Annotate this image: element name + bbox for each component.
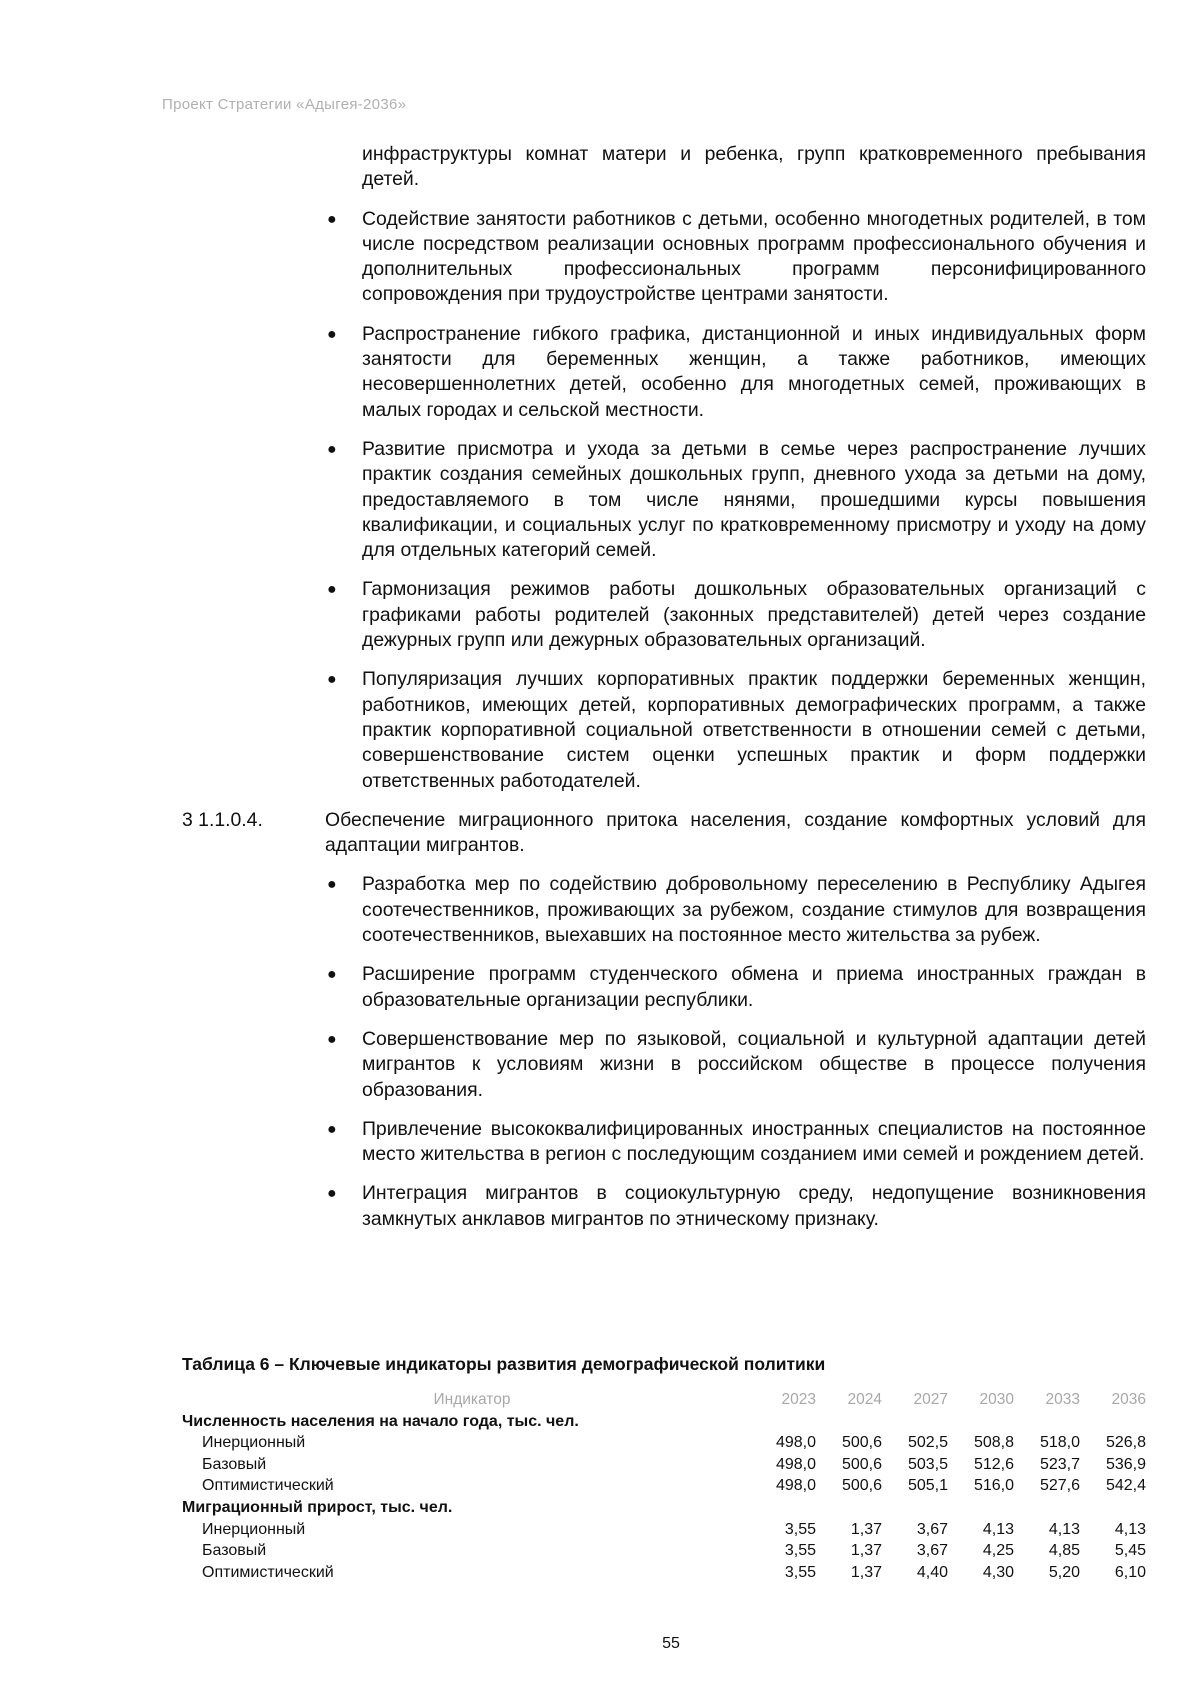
list-item: ● Популяризация лучших корпоративных практик поддержки беременных женщин, работников, имеющих детей, корпоративных демографических программ, а также практик корпоративной социальной ответственности в отношении семей с детьми, совершенствование систем оценки успешных практик и форм поддержки ответственных работодателей. xyxy=(327,668,1146,792)
table-row xyxy=(182,1519,1146,1541)
row-label: Базовый xyxy=(202,1455,267,1473)
table-cell: 4,85 xyxy=(1048,1542,1080,1560)
column-header: 2024 xyxy=(847,1391,882,1408)
row-label: Оптимистический xyxy=(202,1477,334,1495)
table-row xyxy=(182,1432,1146,1454)
table-cell: 1,37 xyxy=(850,1520,882,1538)
table-cell: 526,8 xyxy=(1105,1434,1146,1452)
bullet-icon: ● xyxy=(327,581,337,599)
table-title: Таблица 6 – Ключевые индикаторы развития демографической политики xyxy=(182,1354,826,1374)
table-cell: 1,37 xyxy=(850,1542,882,1560)
table-row xyxy=(182,1475,1146,1497)
table-cell: 500,6 xyxy=(841,1477,882,1495)
table-cell: 5,45 xyxy=(1114,1542,1146,1560)
row-label: Базовый xyxy=(202,1542,267,1560)
table-cell: 536,9 xyxy=(1105,1455,1146,1473)
column-header: Индикатор xyxy=(433,1391,511,1408)
row-label: Оптимистический xyxy=(202,1563,334,1581)
bullet-icon: ● xyxy=(327,325,337,343)
list-item: ● Содействие занятости работников с детьми, особенно многодетных родителей, в том числе посредством реализации основных программ профессионального обучения и дополнительных профессиональных программ персонифицированного сопровождения при трудоустройстве центрами занятости. xyxy=(327,207,1146,306)
bullet-icon: ● xyxy=(327,966,337,984)
list-item: ● Разработка мер по содействию добровольному переселению в Республику Адыгея соотечественников, проживающих за рубежом, создание стимулов для возвращения соотечественников, выехавших на постоянное место жительства за рубеж. xyxy=(327,873,1146,947)
table-cell: 498,0 xyxy=(775,1455,816,1473)
bullet-icon: ● xyxy=(327,440,337,458)
bullet-icon: ● xyxy=(327,1030,337,1048)
document-body xyxy=(182,142,1146,1246)
table-cell: 503,5 xyxy=(907,1455,948,1473)
running-header: Проект Стратегии «Адыгея-2036» xyxy=(162,96,407,113)
row-label: Инерционный xyxy=(202,1434,306,1452)
table-cell: 523,7 xyxy=(1039,1455,1080,1473)
table-row xyxy=(182,1454,1146,1476)
table-row xyxy=(182,1562,1146,1584)
column-header: 2036 xyxy=(1111,1391,1146,1408)
table-cell: 498,0 xyxy=(775,1477,816,1495)
section-text: Обеспечение миграционного притока населения, создание комфортных условий для адаптации мигрантов. xyxy=(325,808,1146,857)
table-cell: 518,0 xyxy=(1039,1434,1080,1452)
table-cell: 3,55 xyxy=(784,1563,816,1581)
table-cell: 4,25 xyxy=(982,1542,1014,1560)
column-header: 2030 xyxy=(979,1391,1014,1408)
table-cell: 508,8 xyxy=(973,1434,1014,1452)
bullet-list-support xyxy=(182,207,1146,794)
bullet-icon: ● xyxy=(327,210,337,228)
table-cell: 498,0 xyxy=(775,1434,816,1452)
table-cell: 5,20 xyxy=(1048,1563,1080,1581)
table-cell: 516,0 xyxy=(973,1477,1014,1495)
table-row xyxy=(182,1540,1146,1562)
section-heading xyxy=(182,808,1146,859)
list-item: ● Развитие присмотра и ухода за детьми в семье через распространение лучших практик создания семейных дошкольных групп, дневного ухода за детьми на дому, предоставляемого в том числе нянями, прошедшими курсы повышения квалификации, и социальных услуг по кратковременному присмотру и уходу на дому для отдельных категорий семей. xyxy=(327,437,1146,562)
section-number: 3 1.1.0.4. xyxy=(182,808,263,831)
table-cell: 3,55 xyxy=(784,1520,816,1538)
table-cell: 4,13 xyxy=(982,1520,1014,1538)
table-cell: 1,37 xyxy=(850,1563,882,1581)
bullet-icon: ● xyxy=(327,876,337,894)
table-header-row xyxy=(182,1389,1146,1411)
list-item: ● Привлечение высококвалифицированных иностранных специалистов на постоянное место жительства в регион с последующим созданием ими семей и рождением детей. xyxy=(327,1117,1146,1166)
table-cell: 500,6 xyxy=(841,1455,882,1473)
list-item: ● Гармонизация режимов работы дошкольных образовательных организаций с графиками работы родителей (законных представителей) детей через создание дежурных групп или дежурных образовательных организаций. xyxy=(327,578,1146,652)
group-label: Численность населения на начало года, тыс. чел. xyxy=(182,1412,579,1430)
list-item: ● Интеграция мигрантов в социокультурную среду, недопущение возникновения замкнутых анклавов мигрантов по этническому признаку. xyxy=(327,1182,1146,1230)
indicators-table-block xyxy=(182,1354,1146,1583)
table-cell: 3,67 xyxy=(916,1520,948,1538)
list-item: ● Совершенствование мер по языковой, социальной и культурной адаптации детей мигрантов к условиям жизни в российском обществе в процессе получения образования. xyxy=(327,1027,1146,1101)
list-item: ● Расширение программ студенческого обмена и приема иностранных граждан в образовательные организации республики. xyxy=(327,963,1146,1011)
row-label: Инерционный xyxy=(202,1520,306,1538)
table-cell: 6,10 xyxy=(1114,1563,1146,1581)
table-cell: 4,13 xyxy=(1114,1520,1146,1538)
table-cell: 527,6 xyxy=(1039,1477,1080,1495)
table-cell: 505,1 xyxy=(907,1477,948,1495)
bullet-icon: ● xyxy=(327,671,337,689)
table-cell: 502,5 xyxy=(907,1434,948,1452)
table-cell: 4,40 xyxy=(916,1563,948,1581)
bullet-icon: ● xyxy=(327,1120,337,1138)
table-cell: 3,67 xyxy=(916,1542,948,1560)
list-item: ● Распространение гибкого графика, дистанционной и иных индивидуальных форм занятости для беременных женщин, а также работников, имеющих несовершеннолетних детей, особенно для многодетных семей, проживающих в малых городах и сельской местности. xyxy=(327,322,1146,421)
column-header: 2033 xyxy=(1045,1391,1080,1408)
table-group-row xyxy=(182,1411,1146,1433)
table-cell: 500,6 xyxy=(841,1434,882,1452)
table-cell: 512,6 xyxy=(973,1455,1014,1473)
column-header: 2023 xyxy=(781,1391,816,1408)
table-cell: 542,4 xyxy=(1105,1477,1146,1495)
bullet-icon: ● xyxy=(327,1185,337,1203)
table-cell: 4,30 xyxy=(982,1563,1014,1581)
group-label: Миграционный прирост, тыс. чел. xyxy=(182,1498,453,1516)
column-header: 2027 xyxy=(913,1391,948,1408)
table-group-row xyxy=(182,1497,1146,1519)
table-cell: 3,55 xyxy=(784,1542,816,1560)
table-cell: 4,13 xyxy=(1048,1520,1080,1538)
continuation-paragraph: инфраструктуры комнат матери и ребенка, групп кратковременного пребывания детей. xyxy=(362,143,1146,191)
indicators-table xyxy=(182,1389,1146,1583)
bullet-list-migration xyxy=(182,872,1146,1232)
page-number: 55 xyxy=(662,1635,680,1652)
